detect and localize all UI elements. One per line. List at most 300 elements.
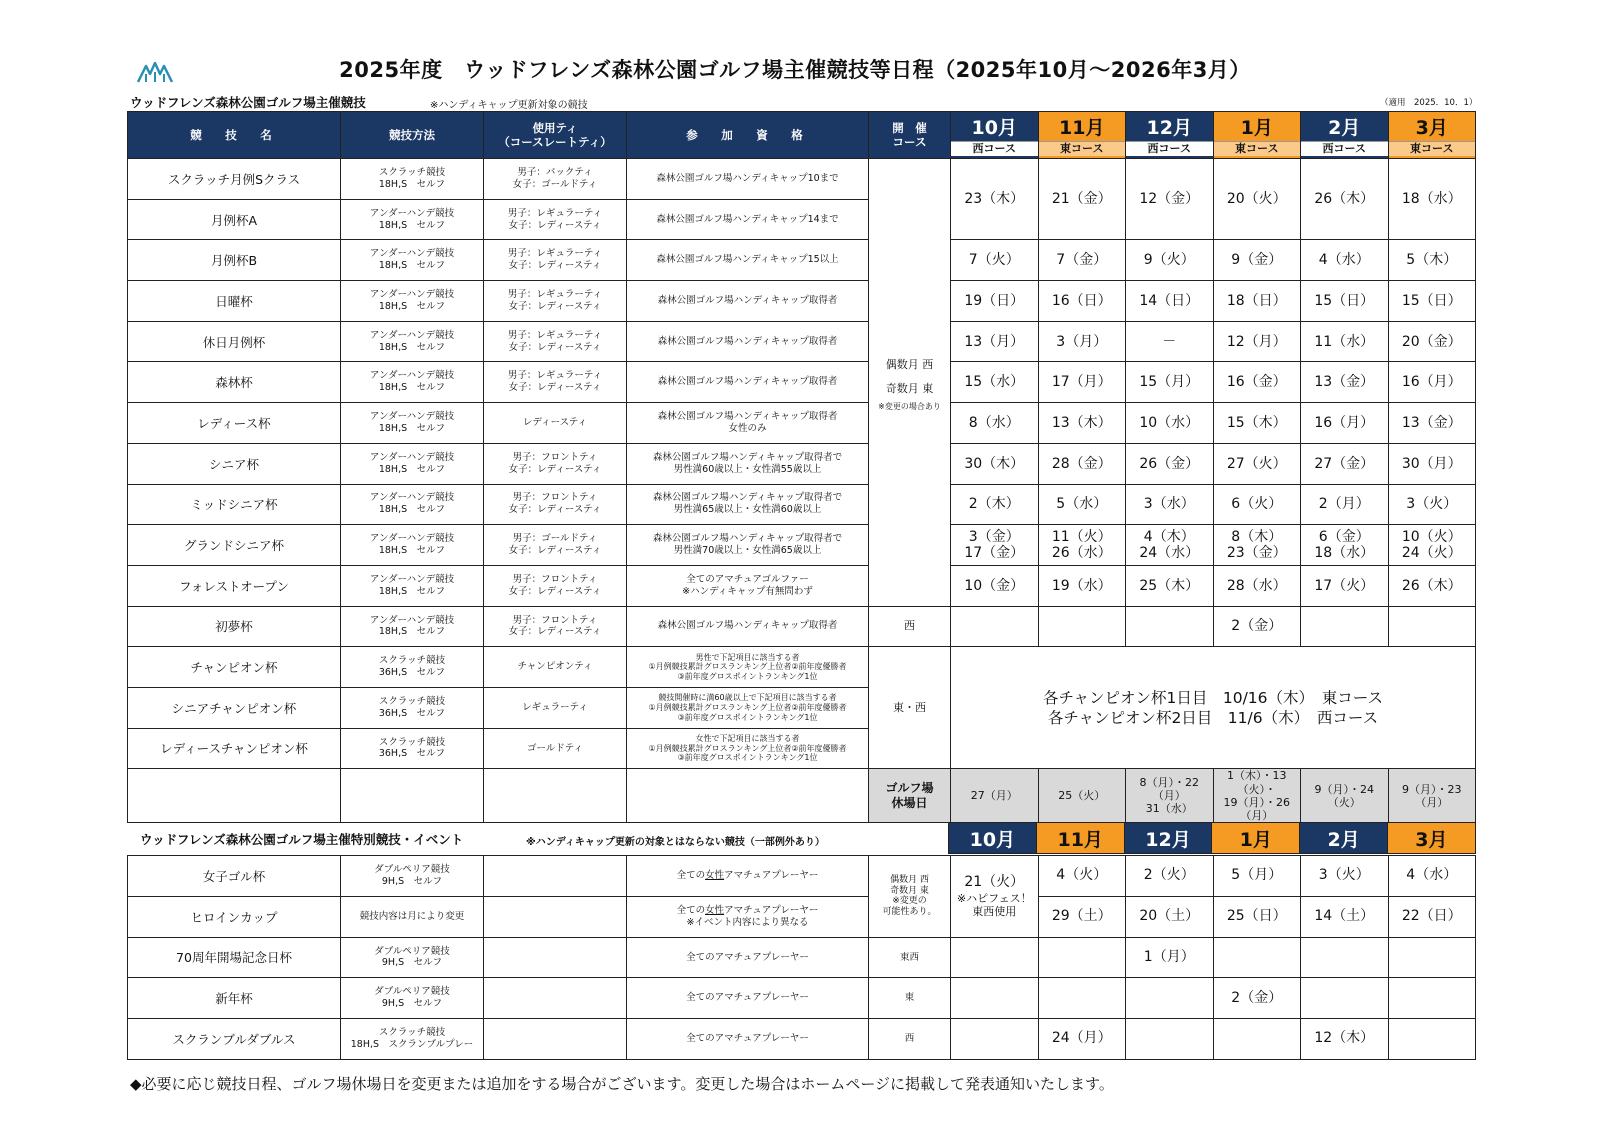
cell-line: 18H,S セルフ [378, 626, 446, 638]
month-header [1126, 112, 1214, 159]
holiday-cell [1126, 769, 1214, 823]
cell-line: 男子：フロントティ [512, 492, 598, 504]
event-name: スクランブルダブルス [128, 1019, 341, 1060]
date-cell [1126, 606, 1214, 647]
month-label: 11月 [1059, 116, 1105, 139]
course-note: ※変更の場合あり [878, 401, 941, 411]
cell-line: アンダーハンデ競技 [369, 248, 455, 260]
date-cell: 4（火） [1038, 856, 1126, 897]
date-cell [1301, 606, 1389, 647]
date-cell: 14（日） [1126, 281, 1214, 322]
champion-info [951, 647, 1476, 769]
cell-line: 森林公園ゴルフ場ハンディキャップ取得者 [657, 294, 838, 306]
date-cell: 16（月） [1301, 403, 1389, 444]
table-row [128, 525, 1476, 566]
event-name: 新年杯 [128, 978, 341, 1019]
cell-line: 9（月）・23（月） [1402, 782, 1462, 809]
course-line: 奇数月 東 [885, 381, 934, 395]
holiday-cell [1038, 769, 1126, 823]
date-cell: 2（金） [1213, 978, 1301, 1019]
tee-cell [484, 159, 627, 200]
cell-line: 女子：レディースティ [508, 545, 602, 557]
cell-line: 森林公園ゴルフ場ハンディキャップ14まで [656, 213, 839, 225]
date-cell [1126, 978, 1214, 1019]
date-cell [1388, 606, 1476, 647]
date-cell: 20（金） [1388, 321, 1476, 362]
date-cell: 28（水） [1213, 565, 1301, 606]
cell-line: 4（木） [1143, 528, 1195, 545]
cell-line: ①月例競技累計グロスランキング上位者②前年度優勝者 [648, 702, 847, 712]
cell-line: ※ハピフェス！ [956, 891, 1032, 905]
date-cell: 13（金） [1388, 403, 1476, 444]
cell-line: 24（火） [1401, 545, 1462, 562]
qualification-cell [627, 159, 869, 200]
empty-cell [128, 769, 341, 823]
cell-line: 女子：レディースティ [508, 504, 602, 516]
cell-line: アマチュアプレーヤー [724, 904, 819, 916]
cell-line: 競技内容は月により変更 [359, 910, 465, 922]
date-cell: 18（水） [1388, 159, 1476, 240]
event-method [341, 1019, 484, 1060]
date-cell: 14（土） [1301, 896, 1389, 937]
date-cell [1301, 978, 1389, 1019]
cell-line: 森林公園ゴルフ場ハンディキャップ取得者 [657, 620, 838, 632]
cell-line: 8（木） [1231, 528, 1283, 545]
date-cell [1301, 525, 1389, 566]
cell-line: ※イベント内容により異なる [686, 916, 809, 928]
tee-cell [484, 403, 627, 444]
cell-line: 女子：レディースティ [508, 300, 602, 312]
qualification-cell [627, 606, 869, 647]
cell-line: 9H,S セルフ [381, 957, 443, 969]
table-row [128, 484, 1476, 525]
competition-method [341, 159, 484, 200]
date-cell [1213, 1019, 1301, 1060]
qualification-cell [627, 199, 869, 240]
cell-line: 男子：レギュラーティ [507, 248, 603, 260]
competition-name: レディースチャンピオン杯 [128, 728, 341, 769]
cell-line: 全てのアマチュアプレーヤー [686, 992, 809, 1004]
holiday-row [128, 769, 1476, 823]
qualification-cell [627, 856, 869, 897]
qualification-cell [627, 647, 869, 688]
date-cell: 27（金） [1301, 443, 1389, 484]
qualification-cell [627, 403, 869, 444]
qualification-cell [627, 896, 869, 937]
date-cell: 21（金） [1038, 159, 1126, 240]
cell-line: 男子：フロントティ [512, 614, 598, 626]
date-cell: 12（月） [1213, 321, 1301, 362]
cell-line: 18H,S セルフ [378, 341, 446, 353]
table-row [128, 321, 1476, 362]
cell-line: スクラッチ競技 [378, 736, 446, 748]
cell-line: ③前年度グロスポイントランキング1位 [677, 753, 818, 763]
cell-line: 25（火） [1058, 789, 1106, 803]
date-cell [1301, 937, 1389, 978]
cell-line: アンダーハンデ競技 [369, 573, 455, 585]
month-label: 1月 [1240, 116, 1273, 139]
cell-line: ③前年度グロスポイントランキング1位 [677, 712, 818, 722]
course-cell: 東 [869, 978, 951, 1019]
date-cell: 26（木） [1388, 565, 1476, 606]
event-method [341, 896, 484, 937]
date-cell: 17（月） [1038, 362, 1126, 403]
table-row [128, 159, 1476, 200]
table-row [128, 240, 1476, 281]
event-month-header [948, 822, 1476, 854]
course-merged [869, 856, 951, 938]
cell-line: ①月例競技累計グロスランキング上位者②前年度優勝者 [648, 662, 847, 672]
cell-line: 男子：バックティ [517, 166, 593, 178]
table-row [128, 856, 1476, 897]
tee-cell [484, 362, 627, 403]
cell-line: 各チャンピオン杯1日目 10/16（木） 東コース [1042, 688, 1384, 707]
competition-method [341, 321, 484, 362]
cell-line: 18H,S セルフ [378, 219, 446, 231]
cell-line: 19（月）・26（月） [1223, 795, 1290, 822]
cell-line: 17（金） [964, 545, 1025, 562]
cell-line: 9H,S セルフ [381, 998, 443, 1010]
cell-line: 男子：フロントティ [512, 451, 598, 463]
date-cell: 15（日） [1301, 281, 1389, 322]
cell-line: 可能性あり。 [882, 907, 937, 918]
course-merged [869, 159, 951, 607]
cell-line: 18H,S セルフ [378, 463, 446, 475]
competition-name: 月例杯A [128, 199, 341, 240]
date-cell: 15（月） [1126, 362, 1214, 403]
tee-cell [484, 606, 627, 647]
cell-line: 森林公園ゴルフ場ハンディキャップ取得者 [657, 411, 838, 423]
date-cell: 28（金） [1038, 443, 1126, 484]
date-cell: 15（木） [1213, 403, 1301, 444]
cell-line: ダブルペリア競技 [374, 986, 450, 998]
date-cell: 4（水） [1388, 856, 1476, 897]
date-cell: 12（金） [1126, 159, 1214, 240]
champ-course: 東・西 [869, 647, 951, 769]
date-cell [1388, 978, 1476, 1019]
tee-cell [484, 199, 627, 240]
cell-line: 森林公園ゴルフ場ハンディキャップ取得者で [652, 492, 843, 504]
cell-line: 女子：レディースティ [508, 260, 602, 272]
cell-line: 23（金） [1226, 545, 1287, 562]
cell-line: アンダーハンデ競技 [369, 289, 455, 301]
date-cell: 7（火） [951, 240, 1039, 281]
date-cell: 5（水） [1038, 484, 1126, 525]
date-cell: 26（金） [1126, 443, 1214, 484]
cell-line: 女子：レディースティ [508, 585, 602, 597]
schedule-table [127, 111, 1476, 823]
cell-line: 全てのアマチュアゴルファー [686, 573, 809, 585]
holiday-cell [951, 769, 1039, 823]
competition-method [341, 484, 484, 525]
month-label: 10月 [971, 116, 1017, 139]
date-cell: 3（火） [1388, 484, 1476, 525]
competition-name: レディース杯 [128, 403, 341, 444]
qualification-cell [627, 565, 869, 606]
cell-line: 全てのアマチュアプレーヤー [686, 1033, 809, 1045]
tee-cell [484, 484, 627, 525]
month-label: 3月 [1415, 116, 1448, 139]
month-header: 12月 [1124, 823, 1212, 854]
cell-line: 10（火） [1401, 528, 1462, 545]
cell-line: 東西使用 [972, 905, 1017, 919]
date-cell: 29（土） [1038, 896, 1126, 937]
date-cell: 23（木） [951, 159, 1039, 240]
course-line: 偶数月 西 [885, 357, 934, 371]
col-tee-header: 使用ティ （コースレートティ） [484, 112, 627, 159]
cell-line: 森林公園ゴルフ場ハンディキャップ10まで [656, 172, 839, 184]
month-header: 10月 [949, 823, 1037, 854]
competition-method [341, 403, 484, 444]
cell-line: レギュラーティ [522, 701, 588, 713]
month-header: 11月 [1036, 823, 1124, 854]
date-cell: 19（日） [951, 281, 1039, 322]
empty-cell [484, 769, 627, 823]
date-cell [1388, 937, 1476, 978]
qualification-cell [627, 687, 869, 728]
cell-line: 21（火） [964, 874, 1025, 891]
empty-cell [484, 896, 627, 937]
competition-method [341, 525, 484, 566]
cell-line: チャンピオンティ [517, 661, 593, 673]
cell-line: 男子：レギュラーティ [507, 370, 603, 382]
cell-line: スクラッチ競技 [378, 1027, 446, 1039]
cell-line: 森林公園ゴルフ場ハンディキャップ15以上 [656, 254, 839, 266]
date-cell: 15（日） [1388, 281, 1476, 322]
month-header: 2月 [1300, 823, 1388, 854]
date-cell: 18（日） [1213, 281, 1301, 322]
cell-line: 女子：レディースティ [508, 341, 602, 353]
date-cell: 15（水） [951, 362, 1039, 403]
mountain-logo-icon [137, 60, 173, 84]
event-method [341, 978, 484, 1019]
date-cell: 7（金） [1038, 240, 1126, 281]
date-cell: 27（火） [1213, 443, 1301, 484]
cell-line: ダブルペリア競技 [374, 945, 450, 957]
tee-cell [484, 281, 627, 322]
competition-method [341, 281, 484, 322]
cell-line: ゴールドティ [526, 742, 584, 754]
cell-line: 9（月）・24（火） [1314, 782, 1374, 809]
date-cell: 10（水） [1126, 403, 1214, 444]
cell-line: 森林公園ゴルフ場ハンディキャップ取得者で [652, 451, 843, 463]
holiday-cell [1301, 769, 1389, 823]
date-cell [1213, 937, 1301, 978]
date-cell: 30（木） [951, 443, 1039, 484]
date-cell [1388, 525, 1476, 566]
date-cell: 2（火） [1126, 856, 1214, 897]
cell-line: 森林公園ゴルフ場ハンディキャップ取得者 [657, 335, 838, 347]
cell-line: アンダーハンデ競技 [369, 207, 455, 219]
col-name-header: 競 技 名 [128, 112, 341, 159]
holiday-label-line: ゴルフ場 [885, 781, 934, 796]
month-header [951, 112, 1039, 159]
table-row [128, 606, 1476, 647]
holiday-cell [1213, 769, 1301, 823]
table-row [128, 443, 1476, 484]
date-cell: 16（日） [1038, 281, 1126, 322]
cell-line: 全ての [676, 869, 706, 881]
cell-line: ※変更の [892, 896, 927, 907]
event-name: 70周年開場記念日杯 [128, 937, 341, 978]
competition-name: 森林杯 [128, 362, 341, 403]
competition-name: ミッドシニア杯 [128, 484, 341, 525]
table-row [128, 647, 1476, 688]
cell-line: アンダーハンデ競技 [369, 614, 455, 626]
cell-line: スクラッチ競技 [378, 695, 446, 707]
cell-line: スクラッチ競技 [378, 655, 446, 667]
competition-name: フォレストオープン [128, 565, 341, 606]
date-cell: 3（火） [1301, 856, 1389, 897]
cell-line: スクラッチ競技 [378, 166, 446, 178]
cell-line: 森林公園ゴルフ場ハンディキャップ取得者 [657, 376, 838, 388]
course-cell: 東西 [869, 937, 951, 978]
section2-note: ※ハンディキャップ更新の対象とはならない競技（一部例外あり） [526, 837, 825, 848]
date-cell: 9（金） [1213, 240, 1301, 281]
competition-method [341, 199, 484, 240]
cell-line: 男子：レギュラーティ [507, 289, 603, 301]
qualification-cell [627, 240, 869, 281]
date-cell: 3（水） [1126, 484, 1214, 525]
date-cell [1388, 1019, 1476, 1060]
col-course-header: 開 催 コース [869, 112, 951, 159]
competition-method [341, 606, 484, 647]
table-row [128, 565, 1476, 606]
date-cell [1126, 1019, 1214, 1060]
event-method [341, 856, 484, 897]
competition-method [341, 443, 484, 484]
tee-cell [484, 525, 627, 566]
date-cell [951, 606, 1039, 647]
cell-line: 18H,S セルフ [378, 382, 446, 394]
date-cell [1126, 525, 1214, 566]
cell-line: 18H,S セルフ [378, 260, 446, 272]
header-row [128, 112, 1476, 159]
competition-name: グランドシニア杯 [128, 525, 341, 566]
section2-label: ウッドフレンズ森林公園ゴルフ場主催特別競技・イベント [140, 832, 464, 847]
cell-line: 男性満65歳以上・女性満60歳以上 [673, 504, 822, 516]
date-cell: 1（月） [1126, 937, 1214, 978]
month-header [1301, 112, 1389, 159]
date-cell [1213, 525, 1301, 566]
competition-name: 日曜杯 [128, 281, 341, 322]
cell-line: 全ての [676, 904, 706, 916]
date-cell [1038, 978, 1126, 1019]
cell-line: 27（月） [970, 789, 1018, 803]
cell-line: アンダーハンデ競技 [369, 411, 455, 423]
cell-line: 男性で下記項目に該当する者 [695, 652, 800, 662]
date-cell: 20（土） [1126, 896, 1214, 937]
cell-line: ※ハンディキャップ有無問わず [682, 585, 813, 597]
col-method-header: 競技方法 [341, 112, 484, 159]
tee-cell [484, 728, 627, 769]
cell-line: 9H,S セルフ [381, 875, 443, 887]
cell-line: レディースティ [522, 417, 588, 429]
competition-method [341, 240, 484, 281]
competition-name: 初夢杯 [128, 606, 341, 647]
table-row [128, 896, 1476, 937]
cell-line: アマチュアプレーヤー [724, 869, 819, 881]
holiday-cell [1388, 769, 1476, 823]
cell-line: 男子：レギュラーティ [507, 329, 603, 341]
cell-line: 男子：フロントティ [512, 573, 598, 585]
date-cell: 12（木） [1301, 1019, 1389, 1060]
empty-cell [341, 769, 484, 823]
competition-method [341, 687, 484, 728]
holiday-label [869, 769, 951, 823]
cell-line: 36H,S セルフ [378, 748, 446, 760]
section1-note: ※ハンディキャップ更新対象の競技 [430, 100, 588, 111]
cell-line: 36H,S セルフ [378, 707, 446, 719]
cell-line: 森林公園ゴルフ場ハンディキャップ取得者で [652, 533, 843, 545]
competition-method [341, 362, 484, 403]
col-qualification-header: 参 加 資 格 [627, 112, 869, 159]
tee-cell [484, 443, 627, 484]
competition-method [341, 565, 484, 606]
cell-line: 女性のみ [728, 422, 767, 434]
cell-line: 11（火） [1051, 528, 1112, 545]
month-header: 1月 [1212, 823, 1300, 854]
date-cell: 10（金） [951, 565, 1039, 606]
table-row [128, 937, 1476, 978]
month-label: 12月 [1146, 116, 1192, 139]
date-cell: 2（木） [951, 484, 1039, 525]
month-header [1388, 112, 1476, 159]
competition-method [341, 647, 484, 688]
date-cell: 11（水） [1301, 321, 1389, 362]
cell-line: 偶数月 西 [890, 874, 929, 885]
month-course: 東コース [1039, 141, 1126, 156]
empty-cell [484, 1019, 627, 1060]
date-cell: 9（火） [1126, 240, 1214, 281]
cell-line: 18H,S スクランブルプレー [350, 1039, 474, 1051]
cell-line: 男子：レギュラーティ [507, 207, 603, 219]
cell-line: 18H,S セルフ [378, 545, 446, 557]
date-cell: 6（火） [1213, 484, 1301, 525]
date-cell: 26（木） [1301, 159, 1389, 240]
cell-line: 26（水） [1051, 545, 1112, 562]
qualification-cell [627, 937, 869, 978]
month-course: 西コース [951, 141, 1038, 156]
competition-name: 月例杯B [128, 240, 341, 281]
cell-line: 女性で下記項目に該当する者 [695, 734, 800, 744]
date-cell [951, 978, 1039, 1019]
qualification-cell [627, 362, 869, 403]
page-title: 2025年度 ウッドフレンズ森林公園ゴルフ場主催競技等日程（2025年10月～2026年3月） [339, 58, 1251, 82]
cell-line: 競技開催時に満60歳以上で下記項目に該当する者 [658, 693, 837, 703]
month-course: 西コース [1126, 141, 1213, 156]
competition-method [341, 728, 484, 769]
date-cell: 24（月） [1038, 1019, 1126, 1060]
table-row [128, 403, 1476, 444]
date-cell [1038, 525, 1126, 566]
qualification-cell [627, 484, 869, 525]
section1-label: ウッドフレンズ森林公園ゴルフ場主催競技 [130, 95, 366, 110]
date-cell: 2（金） [1213, 606, 1301, 647]
date-cell [1038, 606, 1126, 647]
cell-line: 18H,S セルフ [378, 504, 446, 516]
empty-cell [484, 856, 627, 897]
footer-note: ◆必要に応じ競技日程、ゴルフ場休場日を変更または追加をする場合がございます。変更した場合はホームページに掲載して発表通知いたします。 [130, 1075, 1114, 1093]
tee-cell [484, 321, 627, 362]
qualification-cell [627, 978, 869, 1019]
date-cell: 25（日） [1213, 896, 1301, 937]
competition-name: チャンピオン杯 [128, 647, 341, 688]
cell-line: アンダーハンデ競技 [369, 370, 455, 382]
date-cell: 13（木） [1038, 403, 1126, 444]
cell-line: 女子：レディースティ [508, 626, 602, 638]
date-cell: 16（金） [1213, 362, 1301, 403]
